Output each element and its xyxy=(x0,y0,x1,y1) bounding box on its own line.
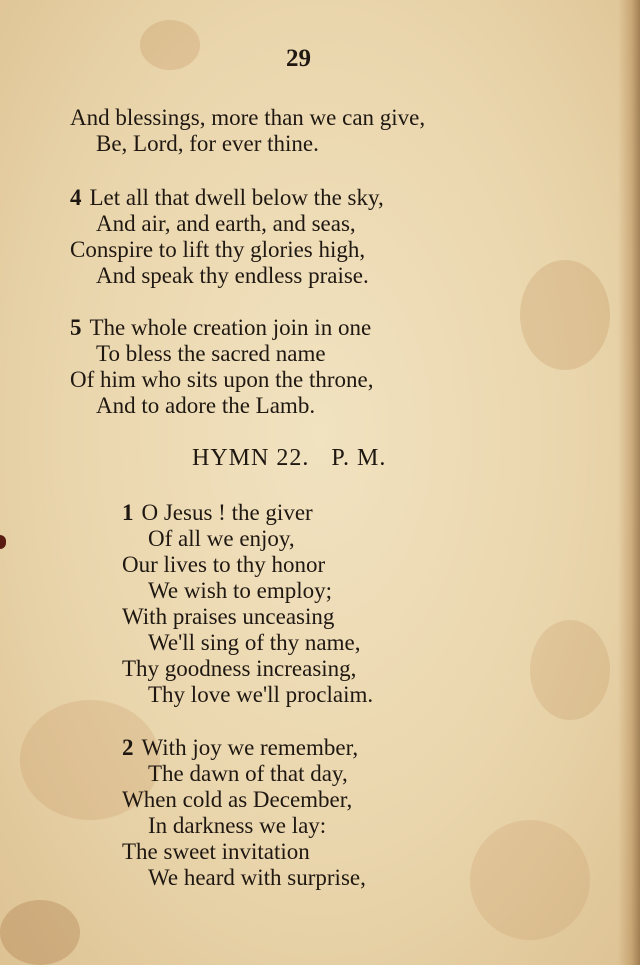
verse-line: Of him who sits upon the throne, xyxy=(70,367,374,392)
stanza-number: 1 xyxy=(122,500,134,525)
hymn-meter: P. M. xyxy=(331,445,387,471)
paper-stain xyxy=(0,900,80,965)
verse-line: Conspire to lift thy glories high, xyxy=(70,237,366,262)
verse-line: To bless the sacred name xyxy=(96,341,326,366)
verse-line: We heard with surprise, xyxy=(148,865,366,890)
verse-line: When cold as December, xyxy=(122,787,353,812)
verse-line: In darkness we lay: xyxy=(148,813,327,838)
verse-line: And blessings, more than we can give, xyxy=(70,105,426,130)
verse-line: Thy love we'll proclaim. xyxy=(148,682,374,707)
verse-line: The sweet invitation xyxy=(122,839,310,864)
verse-line: And air, and earth, and seas, xyxy=(96,211,356,236)
paper-stain xyxy=(470,820,590,940)
verse-line: 1 O Jesus ! the giver xyxy=(122,500,313,525)
verse-line: Our lives to thy honor xyxy=(122,552,326,577)
hymn-title: HYMN 22. xyxy=(192,445,310,471)
page-number: 29 xyxy=(286,45,311,72)
stanza-number: 2 xyxy=(122,735,134,760)
hymn-heading xyxy=(192,445,386,472)
paper-stain xyxy=(520,260,610,370)
verse-line: 5 The whole creation join in one xyxy=(70,315,372,340)
page-edge-shadow xyxy=(618,0,640,965)
verse-line: Thy goodness increasing, xyxy=(122,656,357,681)
verse-line: And speak thy endless praise. xyxy=(96,263,369,288)
margin-mark xyxy=(0,535,6,549)
paper-stain xyxy=(530,620,610,720)
verse-line: With praises unceasing xyxy=(122,604,335,629)
verse-line: We'll sing of thy name, xyxy=(148,630,361,655)
verse-line: The dawn of that day, xyxy=(148,761,348,786)
verse-line: Of all we enjoy, xyxy=(148,526,295,551)
verse-line: We wish to employ; xyxy=(148,578,333,603)
verse-line: 2 With joy we remember, xyxy=(122,735,359,760)
stanza-number: 5 xyxy=(70,315,82,340)
verse-line: Be, Lord, for ever thine. xyxy=(96,131,319,156)
verse-line: And to adore the Lamb. xyxy=(96,393,316,418)
verse-line: 4 Let all that dwell below the sky, xyxy=(70,185,384,210)
stanza-number: 4 xyxy=(70,185,82,210)
